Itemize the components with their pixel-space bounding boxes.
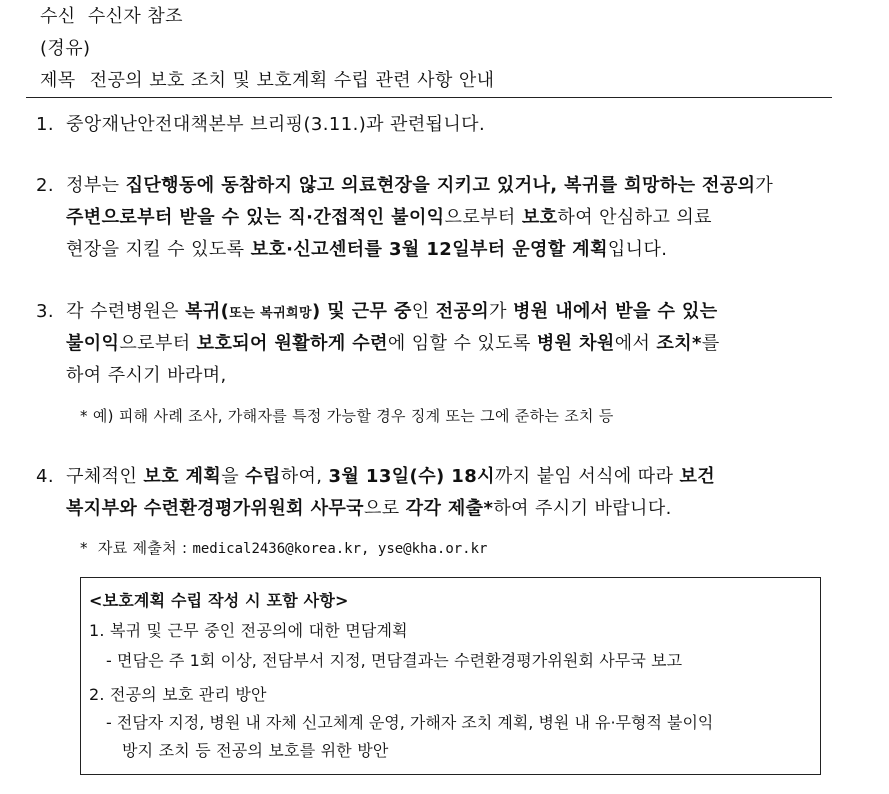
item-3-text: 에 임할 수 있도록 [387, 333, 537, 354]
header-divider [26, 97, 832, 98]
item-4-emphasis: 보호 계획 [143, 466, 222, 487]
box-item-2-detail-2: 방지 조치 등 전공의 보호를 위한 방안 [122, 741, 389, 760]
item-3-emphasis: 병원 내에서 받을 수 있는 [512, 301, 718, 322]
item-3-text: 으로부터 [119, 333, 197, 354]
box-item-1: 1. 복귀 및 근무 중인 전공의에 대한 면담계획 [89, 621, 408, 640]
subject-line [40, 70, 494, 92]
item-2-text: 입니다. [607, 239, 668, 260]
item-4-emphasis: 수립 [245, 466, 281, 487]
item-2-text: 으로부터 [444, 207, 522, 228]
item-3-emphasis: ) 및 근무 중 [311, 301, 412, 322]
submission-emails: medical2436@korea.kr, yse@kha.or.kr [192, 541, 488, 557]
item-3-emphasis: 병원 차원 [536, 333, 615, 354]
item-4-text: 을 [221, 466, 246, 487]
item-4-number: 4. [36, 466, 54, 487]
item-2-text: 현장을 지킬 수 있도록 [66, 239, 251, 260]
item-2-line-2 [66, 207, 712, 229]
item-4-deadline: 3월 13일(수) 18시 [328, 466, 495, 487]
recipient-line: 수신 수신자 참조 [40, 6, 183, 27]
protection-plan-box [80, 577, 821, 775]
item-2-text: 가 [755, 175, 774, 196]
item-3-line-2 [66, 333, 720, 355]
box-item-2: 2. 전공의 보호 관리 방안 [89, 685, 267, 704]
via-line: (경유) [40, 38, 91, 59]
item-2-text: 정부는 [66, 175, 126, 196]
item-2-emphasis: 집단행동에 동참하지 않고 의료현장을 지키고 있거나, 복귀를 희망하는 전공의 [125, 175, 756, 196]
subject-text: 전공의 보호 조치 및 보호계획 수립 관련 사항 안내 [89, 70, 495, 91]
item-4-emphasis: 복지부와 수련환경평가위원회 사무국 [66, 498, 364, 519]
item-3-text: 에서 [614, 333, 657, 354]
item-3-line-1 [36, 301, 718, 325]
item-3-number: 3. [36, 301, 54, 322]
item-4-footnote [80, 537, 487, 560]
item-4-line-2 [66, 498, 672, 520]
item-3-text: 를 [701, 333, 720, 354]
item-3-footnote: * 예) 피해 사례 조사, 가해자를 특정 가능할 경우 징계 또는 그에 준하는 조치 등 [80, 407, 614, 425]
item-2-text: 하여 안심하고 의료 [557, 207, 712, 228]
item-2-line-1 [36, 175, 773, 197]
item-3-text: 각 수련병원은 [66, 301, 186, 322]
item-3-text: 인 [411, 301, 436, 322]
item-4-text: 하여, [280, 466, 329, 487]
item-2-emphasis: 보호 [521, 207, 558, 228]
submission-label: * 자료 제출처 : [80, 539, 193, 557]
item-3-emphasis: 조치* [656, 333, 702, 354]
item-4-text: 구체적인 [66, 466, 144, 487]
item-4-text: 까지 붙임 서식에 따라 [494, 466, 680, 487]
item-3-text: 가 [489, 301, 513, 322]
item-2-number: 2. [36, 175, 54, 196]
item-3-emphasis: 불이익 [66, 333, 120, 354]
item-4-text: 으로 [363, 498, 406, 519]
item-1-text: 중앙재난안전대책본부 브리핑(3.11.)과 관련됩니다. [66, 114, 486, 135]
item-4-emphasis: 보건 [679, 466, 716, 487]
item-1-number: 1. [36, 114, 54, 135]
box-item-1-detail: - 면담은 주 1회 이상, 전담부서 지정, 면담결과는 수련환경평가위원회 사무국 보고 [106, 651, 683, 670]
item-4-line-1 [36, 466, 715, 488]
item-4-text: 하여 주시기 바랍니다. [493, 498, 672, 519]
item-2-line-3 [66, 239, 667, 261]
box-item-2-detail-1: - 전담자 지정, 병원 내 자체 신고체계 운영, 가해자 조치 계획, 병원 내 유·무형적 불이익 [106, 713, 714, 732]
item-3-line-3: 하여 주시기 바라며, [66, 365, 227, 386]
item-4-emphasis: 각각 제출* [405, 498, 494, 519]
subject-label: 제목 [40, 70, 76, 91]
item-3-emphasis: 보호되어 원활하게 수련 [196, 333, 388, 354]
item-3-emphasis: 전공의 [435, 301, 490, 322]
item-2-emphasis: 보호·신고센터를 3월 12일부터 운영할 계획 [250, 239, 608, 260]
item-1 [36, 114, 485, 136]
item-3-emphasis-small: 또는 복귀희망 [229, 306, 312, 321]
item-3-emphasis: 복귀( [185, 301, 230, 322]
item-2-emphasis: 주변으로부터 받을 수 있는 직·간접적인 불이익 [66, 207, 445, 228]
box-title: <보호계획 수립 작성 시 포함 사항> [89, 591, 349, 610]
